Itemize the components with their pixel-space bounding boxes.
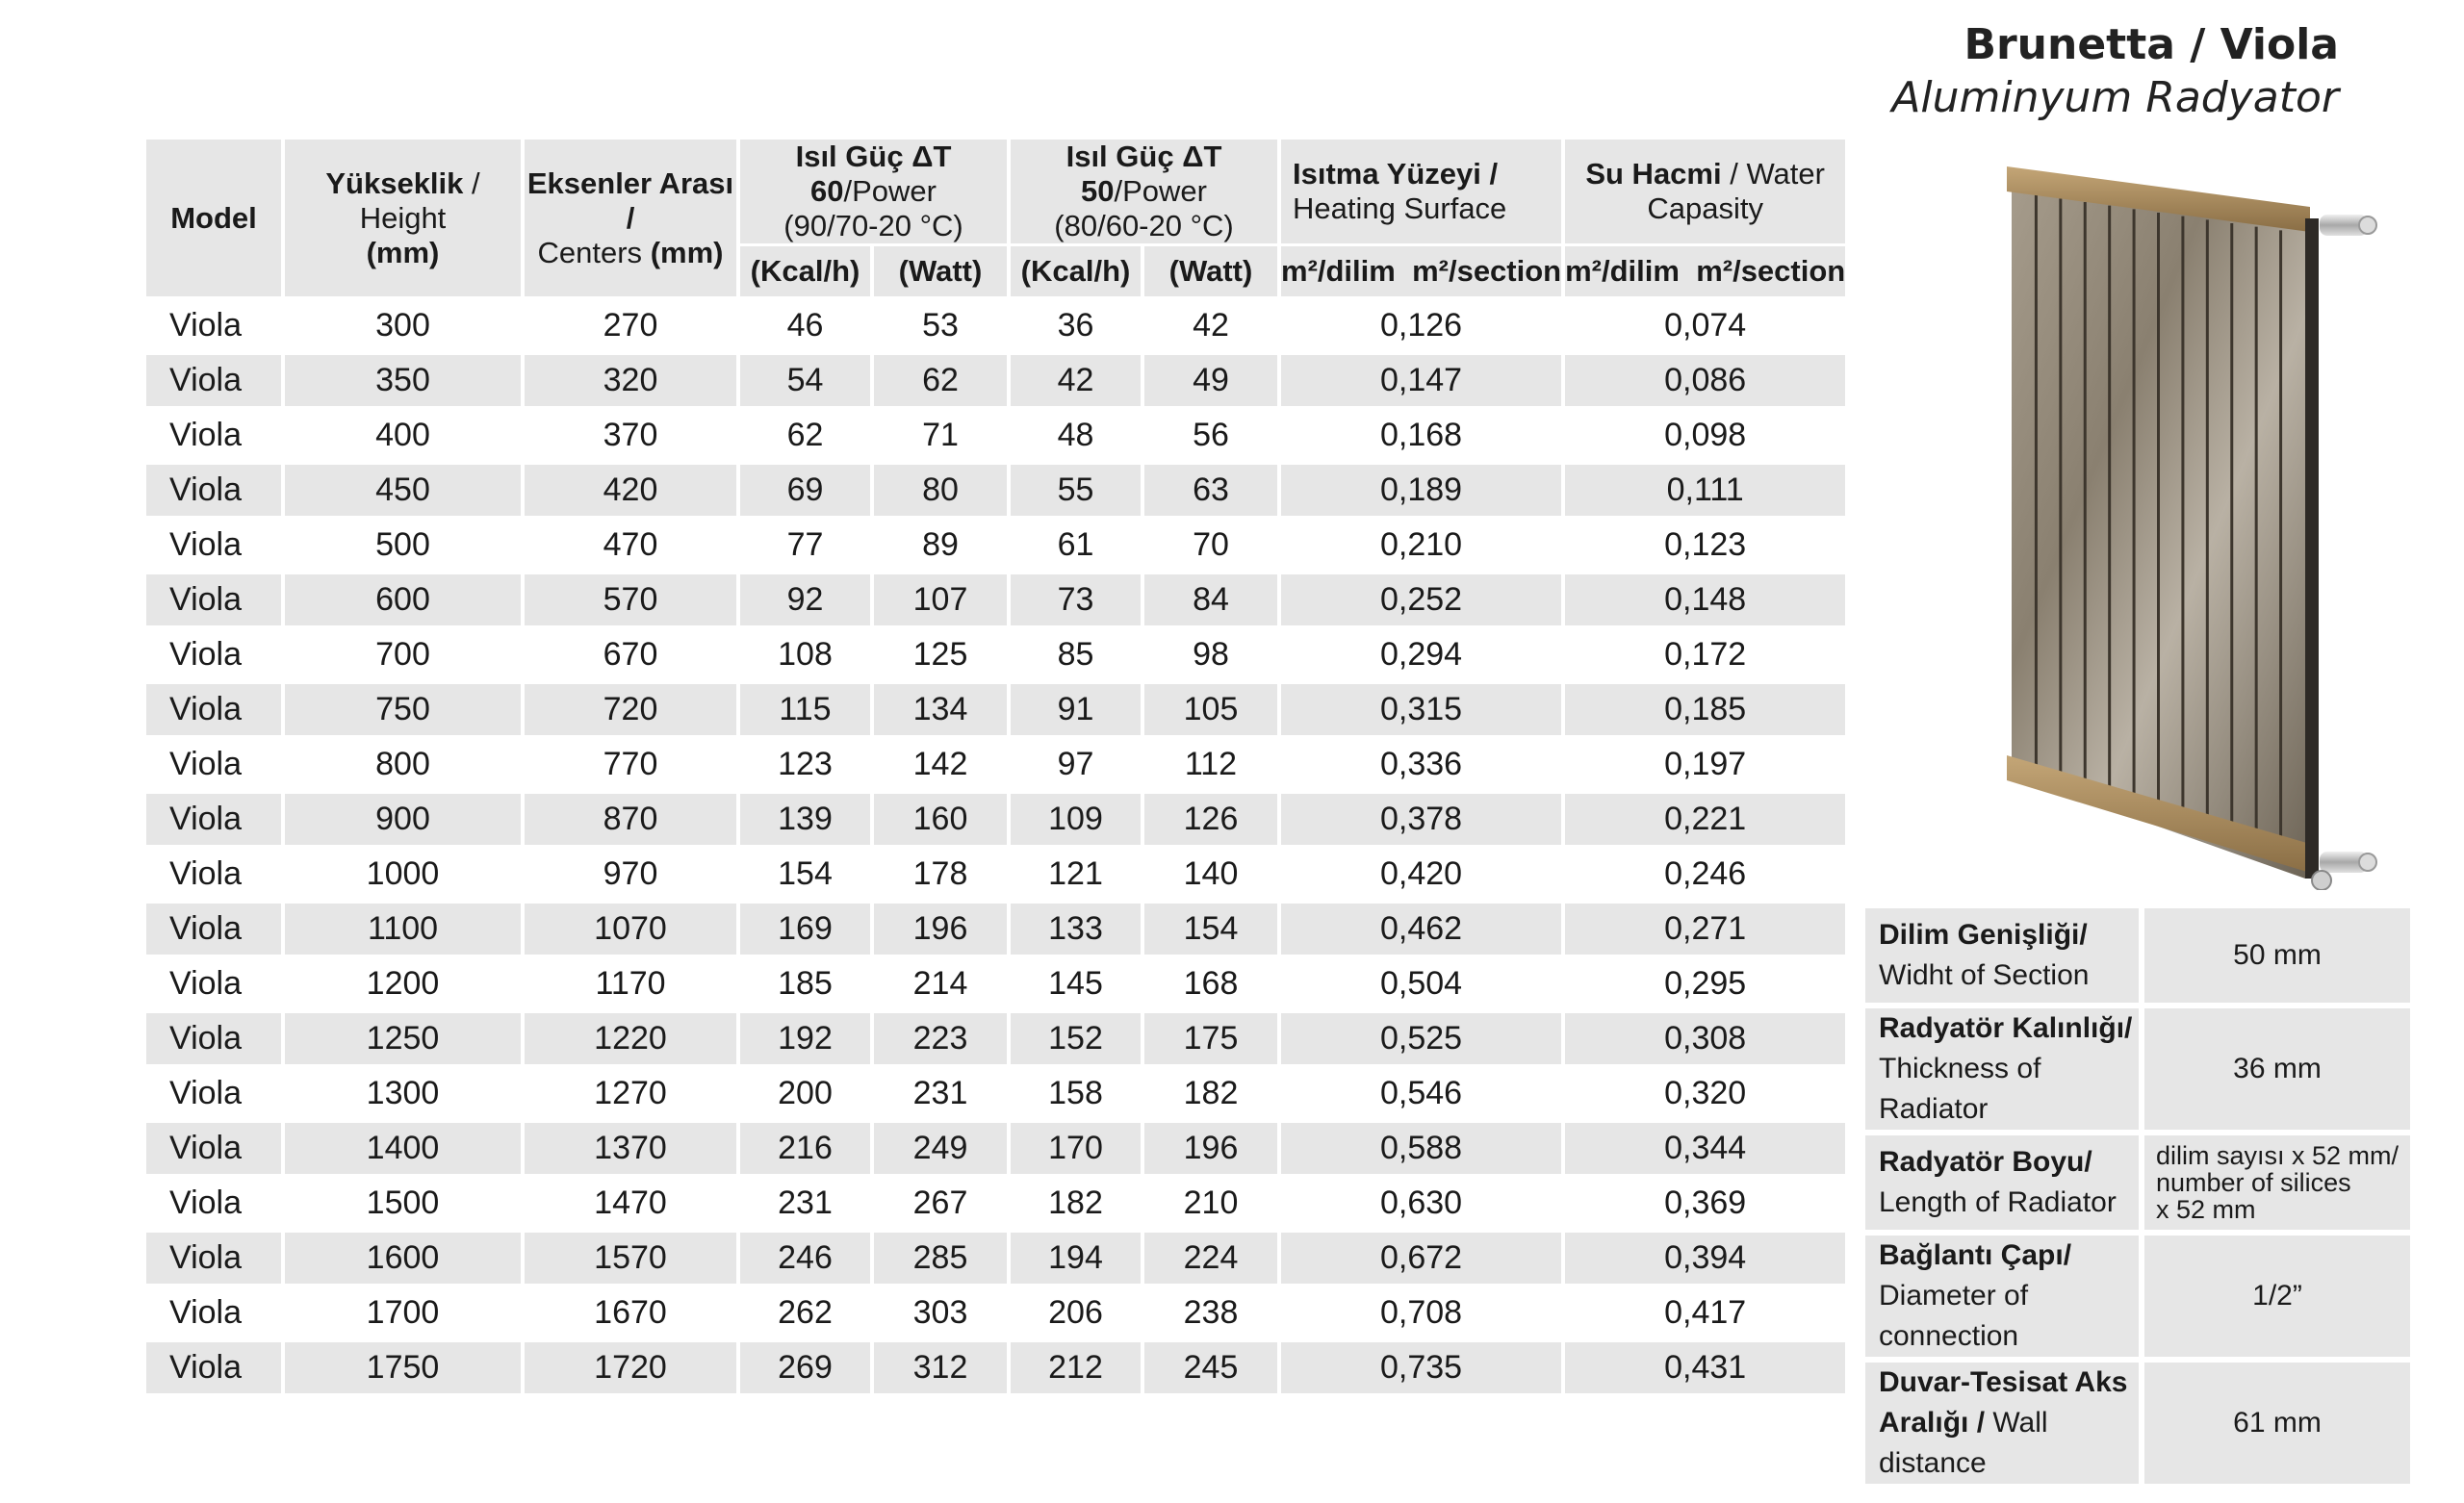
cell-k60: 54 [740,351,870,406]
cell-k50: 212 [1011,1338,1141,1393]
cell-w60: 303 [874,1284,1007,1338]
cell-k50: 158 [1011,1064,1141,1119]
power60-en: /Power [843,174,937,208]
cell-w50: 210 [1144,1174,1277,1229]
cell-k60: 123 [740,735,870,790]
cell-model: Viola [146,680,281,735]
cell-w60: 62 [874,351,1007,406]
surface-m2-section: m²/section [1412,254,1562,288]
cell-height: 1400 [285,1119,521,1174]
cell-k50: 91 [1011,680,1141,735]
spec-label [1865,1363,2139,1484]
table-row [146,900,1845,955]
cell-centers: 1570 [525,1229,736,1284]
cell-w60: 134 [874,680,1007,735]
cell-surface: 0,315 [1281,680,1561,735]
cell-centers: 720 [525,680,736,735]
power60-cond: (90/70-20 °C) [783,209,963,242]
spec-label-en: Wall distance [1879,1407,2048,1479]
cell-w50: 154 [1144,900,1277,955]
cell-centers: 470 [525,516,736,571]
water-m2-dilim: m²/dilim [1565,254,1680,288]
cell-k60: 139 [740,790,870,845]
col-header-power60 [740,140,1007,243]
cell-k50: 145 [1011,955,1141,1009]
table-row [146,296,1845,351]
spec-row-thickness [1865,1008,2410,1130]
cell-height: 500 [285,516,521,571]
cell-k60: 46 [740,296,870,351]
cell-model: Viola [146,1119,281,1174]
spec-label-tr: Bağlantı Çapı/ [1879,1239,2072,1271]
cell-water: 0,308 [1565,1009,1845,1064]
centers-tr: Eksenler Arası / [526,166,734,235]
cell-model: Viola [146,900,281,955]
spec-value: 1/2” [2139,1236,2410,1357]
cell-k60: 92 [740,571,870,625]
cell-surface: 0,630 [1281,1174,1561,1229]
surface-tr: Isıtma Yüzeyi / [1293,157,1499,191]
cell-water: 0,185 [1565,680,1845,735]
cell-water: 0,394 [1565,1229,1845,1284]
cell-w50: 196 [1144,1119,1277,1174]
cell-centers: 1070 [525,900,736,955]
cell-w50: 182 [1144,1064,1277,1119]
cell-k50: 152 [1011,1009,1141,1064]
cell-surface: 0,504 [1281,955,1561,1009]
cell-centers: 1670 [525,1284,736,1338]
cell-height: 400 [285,406,521,461]
cell-k50: 61 [1011,516,1141,571]
cell-model: Viola [146,1064,281,1119]
cell-centers: 1470 [525,1174,736,1229]
cell-centers: 1720 [525,1338,736,1393]
cell-model: Viola [146,845,281,900]
cell-w50: 175 [1144,1009,1277,1064]
cell-k60: 246 [740,1229,870,1284]
cell-water: 0,098 [1565,406,1845,461]
cell-centers: 1170 [525,955,736,1009]
col-header-surface [1281,140,1561,243]
cell-k50: 182 [1011,1174,1141,1229]
cell-w50: 84 [1144,571,1277,625]
cell-model: Viola [146,516,281,571]
cell-w50: 70 [1144,516,1277,571]
cell-water: 0,172 [1565,625,1845,680]
cell-height: 1250 [285,1009,521,1064]
cell-w50: 63 [1144,461,1277,516]
surface-m2-dilim: m²/dilim [1281,254,1396,288]
cell-w60: 107 [874,571,1007,625]
cell-k60: 269 [740,1338,870,1393]
cell-w60: 160 [874,790,1007,845]
spec-table [142,140,1849,1393]
cell-model: Viola [146,625,281,680]
table-row [146,625,1845,680]
cell-w60: 267 [874,1174,1007,1229]
cell-w50: 238 [1144,1284,1277,1338]
cell-surface: 0,735 [1281,1338,1561,1393]
cell-w60: 312 [874,1338,1007,1393]
page-title: Brunetta / Viola [1964,20,2339,69]
spec-value: 36 mm [2139,1008,2410,1130]
cell-surface: 0,168 [1281,406,1561,461]
spec-table-body [146,296,1845,1393]
cell-height: 900 [285,790,521,845]
table-row [146,1009,1845,1064]
bottom-valve-knob [2359,853,2376,871]
spec-label [1865,908,2139,1003]
cell-k50: 121 [1011,845,1141,900]
cell-k60: 185 [740,955,870,1009]
cell-model: Viola [146,1229,281,1284]
cell-centers: 1270 [525,1064,736,1119]
spec-label-tr2: Aralığı / [1879,1407,1993,1439]
col-header-height [285,140,521,296]
top-valve-knob [2359,217,2376,234]
cell-w60: 125 [874,625,1007,680]
water-tr: Su Hacmi [1585,157,1722,191]
table-row [146,1284,1845,1338]
spec-label-tr: Duvar-Tesisat Aks [1879,1366,2128,1398]
subheader-kcal-60: (Kcal/h) [740,243,870,296]
spec-label-en: Length of Radiator [1879,1186,2117,1218]
cell-centers: 1220 [525,1009,736,1064]
cell-k60: 262 [740,1284,870,1338]
cell-centers: 770 [525,735,736,790]
centers-unit: (mm) [650,235,724,269]
cell-w60: 142 [874,735,1007,790]
cell-k60: 231 [740,1174,870,1229]
spec-label-tr: Dilim Genişliği/ [1879,919,2088,951]
cell-w60: 89 [874,516,1007,571]
cell-centers: 420 [525,461,736,516]
cell-water: 0,246 [1565,845,1845,900]
cell-k60: 108 [740,625,870,680]
spec-label-tr: Radyatör Boyu/ [1879,1146,2092,1178]
cell-surface: 0,252 [1281,571,1561,625]
cell-height: 450 [285,461,521,516]
spec-value-line: number of silices [2156,1168,2351,1197]
cell-k50: 133 [1011,900,1141,955]
cell-model: Viola [146,571,281,625]
cell-centers: 320 [525,351,736,406]
cell-w60: 196 [874,900,1007,955]
cell-height: 1000 [285,845,521,900]
table-row [146,845,1845,900]
cell-k60: 154 [740,845,870,900]
water-m2-section: m²/section [1696,254,1846,288]
cell-water: 0,369 [1565,1174,1845,1229]
cell-centers: 570 [525,571,736,625]
dimensions-table [1865,903,2410,1490]
title-block [1891,17,2339,123]
table-row [146,1229,1845,1284]
subheader-watt-60: (Watt) [874,243,1007,296]
cell-w50: 105 [1144,680,1277,735]
cell-w50: 56 [1144,406,1277,461]
cell-surface: 0,462 [1281,900,1561,955]
cell-k60: 115 [740,680,870,735]
spec-value: 50 mm [2139,908,2410,1003]
col-header-model: Model [146,140,281,296]
cell-water: 0,074 [1565,296,1845,351]
cell-k60: 62 [740,406,870,461]
col-header-water [1565,140,1845,243]
cell-water: 0,111 [1565,461,1845,516]
cell-surface: 0,378 [1281,790,1561,845]
cell-k60: 69 [740,461,870,516]
spec-value: 61 mm [2139,1363,2410,1484]
cell-w60: 80 [874,461,1007,516]
height-en: / Height [359,166,480,235]
spec-label-tr: Radyatör Kalınlığı/ [1879,1012,2133,1044]
cell-w50: 168 [1144,955,1277,1009]
cell-surface: 0,126 [1281,296,1561,351]
power50-tr: Isıl Güç ΔT 50 [1065,140,1222,208]
cell-centers: 370 [525,406,736,461]
cell-w50: 112 [1144,735,1277,790]
cell-w60: 53 [874,296,1007,351]
cell-model: Viola [146,735,281,790]
spec-label [1865,1236,2139,1357]
cell-model: Viola [146,461,281,516]
cell-centers: 1370 [525,1119,736,1174]
cell-w50: 245 [1144,1338,1277,1393]
cell-k50: 109 [1011,790,1141,845]
cell-w60: 214 [874,955,1007,1009]
cell-w50: 224 [1144,1229,1277,1284]
spec-value-line: dilim sayısı x 52 mm/ [2156,1141,2400,1170]
cell-k50: 55 [1011,461,1141,516]
cell-water: 0,148 [1565,571,1845,625]
cell-centers: 870 [525,790,736,845]
cell-model: Viola [146,1009,281,1064]
cell-water: 0,221 [1565,790,1845,845]
cell-w50: 140 [1144,845,1277,900]
cell-surface: 0,525 [1281,1009,1561,1064]
spec-row-length [1865,1135,2410,1230]
cell-k50: 73 [1011,571,1141,625]
cell-model: Viola [146,1284,281,1338]
cell-w60: 223 [874,1009,1007,1064]
water-en2: Capasity [1647,191,1763,225]
cell-surface: 0,672 [1281,1229,1561,1284]
cell-height: 700 [285,625,521,680]
table-row [146,955,1845,1009]
cell-height: 1200 [285,955,521,1009]
cell-water: 0,197 [1565,735,1845,790]
spec-value [2139,1135,2410,1230]
table-row [146,351,1845,406]
table-row [146,1338,1845,1393]
cell-w60: 249 [874,1119,1007,1174]
col-header-centers [525,140,736,296]
cell-water: 0,344 [1565,1119,1845,1174]
height-unit: (mm) [366,235,440,269]
cell-model: Viola [146,1338,281,1393]
cell-height: 1700 [285,1284,521,1338]
cell-w50: 42 [1144,296,1277,351]
cell-k60: 192 [740,1009,870,1064]
cell-water: 0,320 [1565,1064,1845,1119]
table-row [146,406,1845,461]
spec-label-en: Widht of Section [1879,959,2090,991]
cell-w60: 178 [874,845,1007,900]
radiator-side-bar [2305,218,2319,879]
spec-label [1865,1008,2139,1130]
cell-k60: 216 [740,1119,870,1174]
cell-k50: 194 [1011,1229,1141,1284]
cell-k60: 200 [740,1064,870,1119]
subheader-kcal-50: (Kcal/h) [1011,243,1141,296]
cell-k50: 206 [1011,1284,1141,1338]
cell-height: 1100 [285,900,521,955]
cell-water: 0,417 [1565,1284,1845,1338]
cell-model: Viola [146,955,281,1009]
cell-model: Viola [146,790,281,845]
spec-row-wall-distance [1865,1363,2410,1484]
cell-surface: 0,147 [1281,351,1561,406]
bottom-valve-cap [2312,871,2331,890]
cell-surface: 0,210 [1281,516,1561,571]
cell-height: 750 [285,680,521,735]
cell-k50: 170 [1011,1119,1141,1174]
power60-tr: Isıl Güç ΔT 60 [795,140,952,208]
cell-model: Viola [146,296,281,351]
table-row [146,1064,1845,1119]
cell-surface: 0,336 [1281,735,1561,790]
cell-height: 800 [285,735,521,790]
cell-model: Viola [146,1174,281,1229]
table-row [146,1119,1845,1174]
cell-surface: 0,588 [1281,1119,1561,1174]
table-row [146,571,1845,625]
spec-label-en: Diameter of connection [1879,1280,2029,1352]
power50-en: /Power [1114,174,1207,208]
cell-water: 0,271 [1565,900,1845,955]
cell-w60: 71 [874,406,1007,461]
col-header-power50 [1011,140,1277,243]
subheader-water-units [1565,243,1845,296]
cell-surface: 0,708 [1281,1284,1561,1338]
subheader-watt-50: (Watt) [1144,243,1277,296]
cell-k50: 42 [1011,351,1141,406]
spec-row-connection [1865,1236,2410,1357]
cell-height: 1500 [285,1174,521,1229]
power50-cond: (80/60-20 °C) [1054,209,1234,242]
cell-water: 0,295 [1565,955,1845,1009]
cell-height: 1300 [285,1064,521,1119]
cell-height: 600 [285,571,521,625]
table-row [146,790,1845,845]
spec-label [1865,1135,2139,1230]
cell-k50: 85 [1011,625,1141,680]
cell-w50: 126 [1144,790,1277,845]
table-row [146,735,1845,790]
surface-en: Heating Surface [1293,191,1507,225]
radiator-icon [1964,159,2377,890]
cell-k50: 36 [1011,296,1141,351]
cell-w60: 285 [874,1229,1007,1284]
cell-height: 1600 [285,1229,521,1284]
table-row [146,680,1845,735]
table-row [146,461,1845,516]
page-subtitle: Aluminyum Radyator [1891,73,2339,122]
cell-height: 300 [285,296,521,351]
cell-centers: 670 [525,625,736,680]
cell-k50: 97 [1011,735,1141,790]
cell-surface: 0,294 [1281,625,1561,680]
cell-height: 350 [285,351,521,406]
spec-label-en: Thickness of Radiator [1879,1053,2041,1125]
cell-w50: 49 [1144,351,1277,406]
cell-k50: 48 [1011,406,1141,461]
cell-water: 0,431 [1565,1338,1845,1393]
cell-surface: 0,189 [1281,461,1561,516]
cell-k60: 77 [740,516,870,571]
cell-w60: 231 [874,1064,1007,1119]
cell-centers: 970 [525,845,736,900]
subheader-surface-units [1281,243,1561,296]
cell-surface: 0,420 [1281,845,1561,900]
cell-water: 0,123 [1565,516,1845,571]
cell-w50: 98 [1144,625,1277,680]
cell-centers: 270 [525,296,736,351]
cell-height: 1750 [285,1338,521,1393]
cell-model: Viola [146,406,281,461]
height-tr: Yükseklik [325,166,464,200]
spec-value-line: x 52 mm [2156,1195,2256,1224]
cell-model: Viola [146,351,281,406]
table-row [146,516,1845,571]
spec-row-section-width [1865,908,2410,1003]
cell-surface: 0,546 [1281,1064,1561,1119]
centers-en: Centers [537,235,651,269]
cell-water: 0,086 [1565,351,1845,406]
water-en: / Water [1721,157,1825,191]
table-row [146,1174,1845,1229]
cell-k60: 169 [740,900,870,955]
